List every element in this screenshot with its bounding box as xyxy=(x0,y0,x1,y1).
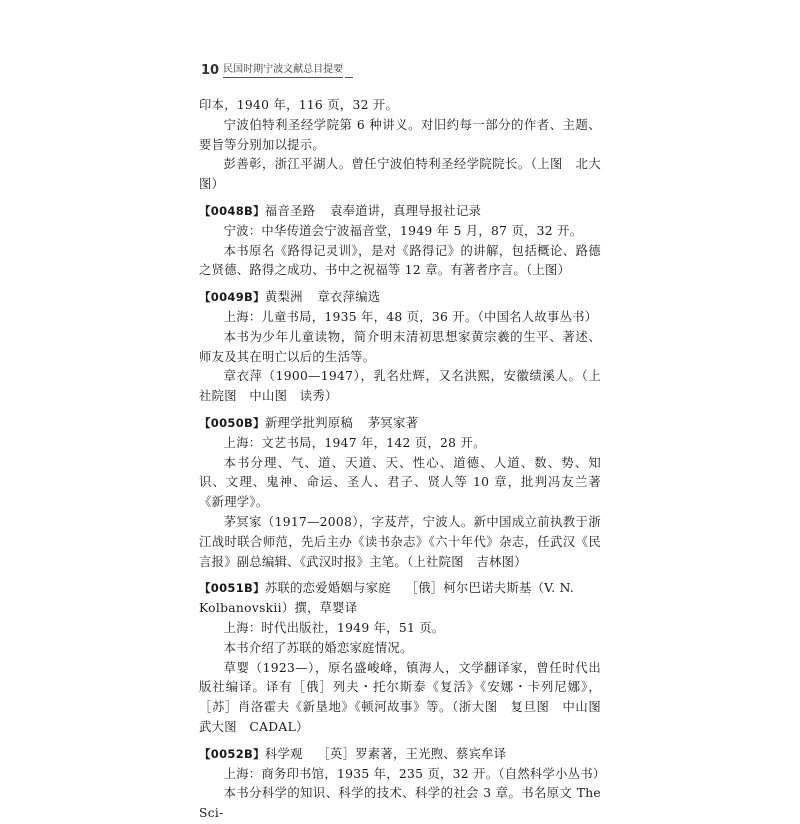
paragraph: 上海：文艺书局，1947 年，142 页，28 开。 xyxy=(223,435,486,450)
paragraph: 本书分科学的知识、科学的技术、科学的社会 3 章。书名原文 The Sci- xyxy=(199,786,601,821)
entry-title: 黄梨洲 xyxy=(264,290,303,305)
entry-title: 福音圣路 xyxy=(264,203,316,218)
paragraph: 上海：商务印书馆，1935 年，235 页，32 开。（自然科学小丛书） xyxy=(223,766,606,781)
entry-heading xyxy=(199,579,601,619)
entry-author: 茅冥家著 xyxy=(367,415,419,430)
entry-heading xyxy=(199,288,601,308)
entry-author: 袁奉道讲，真理导报社记录 xyxy=(330,203,482,218)
entry-id: 【0048B】 xyxy=(199,203,265,218)
paragraph: 本书原名《路得记灵训》，是对《路得记》的讲解，包括概论、路德之贤德、路得之成功、书中之祝福等 12 章。有著者序言。（上图） xyxy=(199,243,601,278)
page-body xyxy=(199,96,614,824)
running-header xyxy=(201,64,353,78)
paragraph: 上海：儿童书局，1935 年，48 页，36 开。（中国名人故事丛书） xyxy=(223,309,598,324)
entry-0051b xyxy=(199,579,614,737)
paragraph: 章衣萍（1900—1947），乳名灶辉，又名洪熙，安徽绩溪人。（上社院图 中山图 读秀） xyxy=(199,369,601,404)
entry-author: ［俄］柯尔巴诺夫斯基（V. N. Kolbanovskii）撰，草婴译 xyxy=(199,581,575,616)
paragraph: 上海：时代出版社，1949 年，51 页。 xyxy=(223,620,445,635)
running-title: 民国时期宁波文献总目提要 xyxy=(223,64,343,78)
entry-title: 新理学批判原稿 xyxy=(264,415,354,430)
paragraph: 印本，1940 年，116 页，32 开。 xyxy=(199,98,399,112)
entry-id: 【0049B】 xyxy=(199,290,265,305)
entry-0052b xyxy=(199,745,606,824)
paragraph: 本书分理、气、道、天道、天、性心、道德、人道、数、势、知识、文理、鬼神、命运、圣人、君子、贤人等 10 章，批判冯友兰著《新理学》。 xyxy=(199,455,601,510)
entry-heading xyxy=(199,745,601,765)
paragraph: 本书为少年儿童读物，简介明末清初思想家黄宗羲的生平、著述、师友及其在明亡以后的生活等。 xyxy=(199,329,601,364)
entry-id: 【0052B】 xyxy=(199,746,265,761)
entry-0048b xyxy=(199,202,601,281)
entry-id: 【0051B】 xyxy=(199,581,265,596)
paragraph: 宁波：中华传道会宁波福音堂，1949 年 5 月，87 页，32 开。 xyxy=(223,223,583,238)
entry-0050b xyxy=(199,414,601,572)
entry-title: 苏联的恋爱婚姻与家庭 xyxy=(264,581,391,596)
entry-author: 章衣萍编选 xyxy=(317,290,381,305)
entry-id: 【0050B】 xyxy=(199,415,265,430)
paragraph: 彭善彰，浙江平湖人。曾任宁波伯特利圣经学院院长。（上图 北大图） xyxy=(199,157,601,192)
paragraph: 本书介绍了苏联的婚恋家庭情况。 xyxy=(223,640,413,655)
header-rule xyxy=(345,65,353,78)
paragraph: 草婴（1923—），原名盛峻峰，镇海人，文学翻译家，曾任时代出版社编译。译有［俄］列夫・托尔斯泰《复活》《安娜・卡列尼娜》，［苏］肖洛霍夫《新垦地》《顿河故事》等。（浙大图 复旦图 中山图 武大图 CADAL） xyxy=(199,660,614,734)
paragraph: 茅冥家（1917—2008），字芨芹，宁波人。新中国成立前执教于浙江战时联合师范，先后主办《读书杂志》《六十年代》杂志，任武汉《民言报》副总编辑、《武汉时报》主笔。（上社院图 吉林图） xyxy=(199,514,601,569)
entry-heading xyxy=(199,202,601,222)
entry-author: ［英］罗素著，王光煦、蔡宾牟译 xyxy=(317,746,507,761)
entry-title: 科学观 xyxy=(264,746,303,761)
paragraph: 宁波伯特利圣经学院第 6 种讲义。对旧约每一部分的作者、主题、要旨等分别加以提示。 xyxy=(199,117,601,152)
entry-heading xyxy=(199,414,601,434)
entry-0049b xyxy=(199,288,601,407)
page-number: 10 xyxy=(201,63,220,78)
lead-entry-continuation xyxy=(199,96,601,195)
